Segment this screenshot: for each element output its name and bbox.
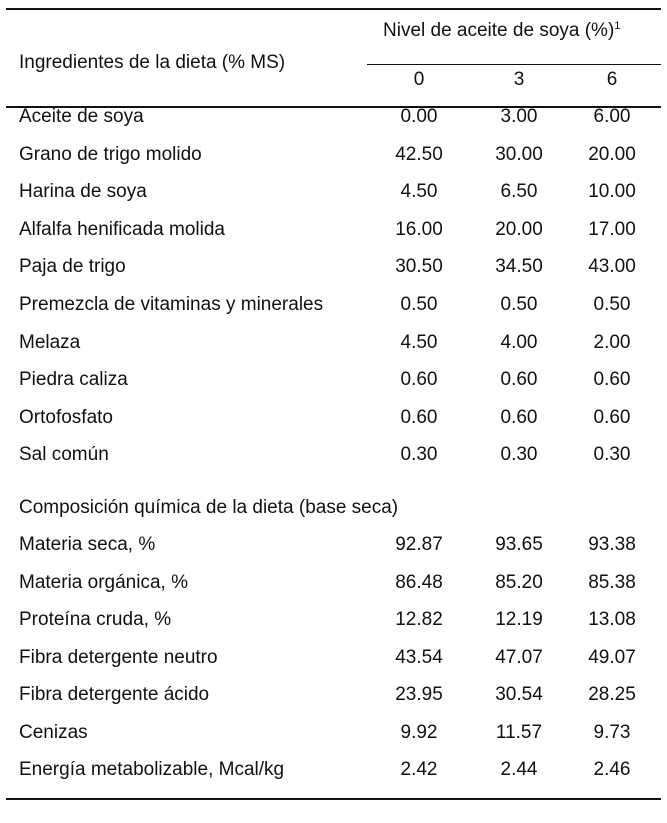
cell-value: 13.08: [588, 609, 636, 630]
table-row: [6, 647, 661, 677]
table-row: [6, 181, 661, 211]
table-row: [6, 609, 661, 639]
cell-value: 85.20: [495, 571, 543, 593]
table-row: [6, 722, 661, 752]
table-row: [6, 294, 661, 324]
cell-value: 9.92: [400, 721, 438, 743]
column-header-level-6: 6: [606, 69, 618, 90]
cell-value: 2.00: [593, 331, 631, 353]
cell-value: 10.00: [588, 181, 636, 203]
cell-value: 0.00: [400, 106, 438, 127]
table-row: [6, 332, 661, 362]
cell-value: 0.30: [500, 444, 538, 466]
cell-value: 0.50: [400, 294, 438, 315]
cell-value: 0.50: [500, 294, 538, 315]
column-header-level-0: 0: [413, 69, 425, 90]
cell-value: 20.00: [495, 218, 543, 240]
column-header-level-3: 3: [513, 69, 525, 90]
cell-value: 4.00: [500, 331, 538, 353]
cell-value: 6.00: [593, 106, 631, 127]
cell-value: 4.50: [400, 181, 438, 203]
cell-value: 20.00: [588, 143, 636, 165]
cell-value: 0.30: [400, 444, 438, 466]
cell-value: 17.00: [588, 218, 636, 240]
soy-oil-level-header-text: Nivel de aceite de soya (%): [383, 20, 615, 41]
row-label: Materia orgánica, %: [19, 571, 188, 593]
soy-oil-level-header: [383, 20, 620, 42]
row-label: Materia seca, %: [19, 534, 156, 555]
footnote-marker: 1: [614, 20, 621, 32]
row-label: Paja de trigo: [19, 256, 126, 278]
row-label: Premezcla de vitaminas y minerales: [19, 294, 324, 315]
cell-value: 0.60: [500, 369, 538, 391]
cell-value: 86.48: [395, 571, 443, 593]
cell-value: 16.00: [395, 218, 443, 240]
row-label: Fibra detergente neutro: [19, 646, 218, 668]
table-row: [6, 144, 661, 174]
row-label: Aceite de soya: [19, 106, 144, 127]
cell-value: 11.57: [495, 721, 543, 743]
cell-value: 30.50: [395, 256, 443, 278]
table-row: [6, 106, 661, 136]
cell-value: 0.60: [400, 406, 438, 428]
cell-value: 43.54: [395, 646, 443, 668]
cell-value: 49.07: [588, 646, 636, 668]
cell-value: 12.19: [495, 609, 543, 630]
row-label: Sal común: [19, 444, 109, 466]
cell-value: 6.50: [500, 181, 538, 203]
row-label: Ortofosfato: [19, 406, 113, 428]
table-row: [6, 256, 661, 286]
cell-value: 28.25: [588, 684, 636, 705]
table-row: [6, 534, 661, 564]
cell-value: 2.44: [500, 759, 538, 780]
row-label: Grano de trigo molido: [19, 143, 202, 165]
cell-value: 0.60: [400, 369, 438, 391]
table-row: [6, 572, 661, 602]
cell-value: 9.73: [593, 721, 631, 743]
cell-value: 30.54: [495, 684, 543, 705]
cell-value: 0.30: [593, 444, 631, 466]
cell-value: 23.95: [395, 684, 443, 705]
table-row: [6, 759, 661, 789]
table-row: [6, 684, 661, 714]
cell-value: 85.38: [588, 571, 636, 593]
cell-value: 0.50: [593, 294, 631, 315]
cell-value: 92.87: [395, 534, 443, 555]
row-label: Proteína cruda, %: [19, 609, 172, 630]
table-row: [6, 369, 661, 399]
table-row: [6, 407, 661, 437]
row-label: Piedra caliza: [19, 369, 128, 391]
row-header-label: Ingredientes de la dieta (% MS): [19, 52, 286, 73]
composition-section-label: Composición química de la dieta (base seca): [19, 497, 399, 518]
row-label: Melaza: [19, 331, 81, 353]
row-label: Energía metabolizable, Mcal/kg: [19, 759, 285, 780]
cell-value: 3.00: [500, 106, 538, 127]
table-top-rule: [6, 8, 661, 10]
table-row: [6, 219, 661, 249]
cell-value: 43.00: [588, 256, 636, 278]
cell-value: 42.50: [395, 143, 443, 165]
table-row: [6, 444, 661, 474]
cell-value: 4.50: [400, 331, 438, 353]
cell-value: 0.60: [593, 369, 631, 391]
cell-value: 93.65: [495, 534, 543, 555]
row-label: Fibra detergente ácido: [19, 684, 210, 705]
cell-value: 30.00: [495, 143, 543, 165]
row-label: Alfalfa henificada molida: [19, 218, 225, 240]
cell-value: 2.42: [400, 759, 438, 780]
row-label: Harina de soya: [19, 181, 147, 203]
cell-value: 47.07: [495, 646, 543, 668]
cell-value: 0.60: [500, 406, 538, 428]
row-label: Cenizas: [19, 721, 88, 743]
cell-value: 2.46: [593, 759, 631, 780]
group-header-rule: [367, 64, 661, 65]
cell-value: 93.38: [588, 534, 636, 555]
cell-value: 34.50: [495, 256, 543, 278]
table-bottom-rule: [6, 798, 661, 800]
cell-value: 12.82: [395, 609, 443, 630]
cell-value: 0.60: [593, 406, 631, 428]
